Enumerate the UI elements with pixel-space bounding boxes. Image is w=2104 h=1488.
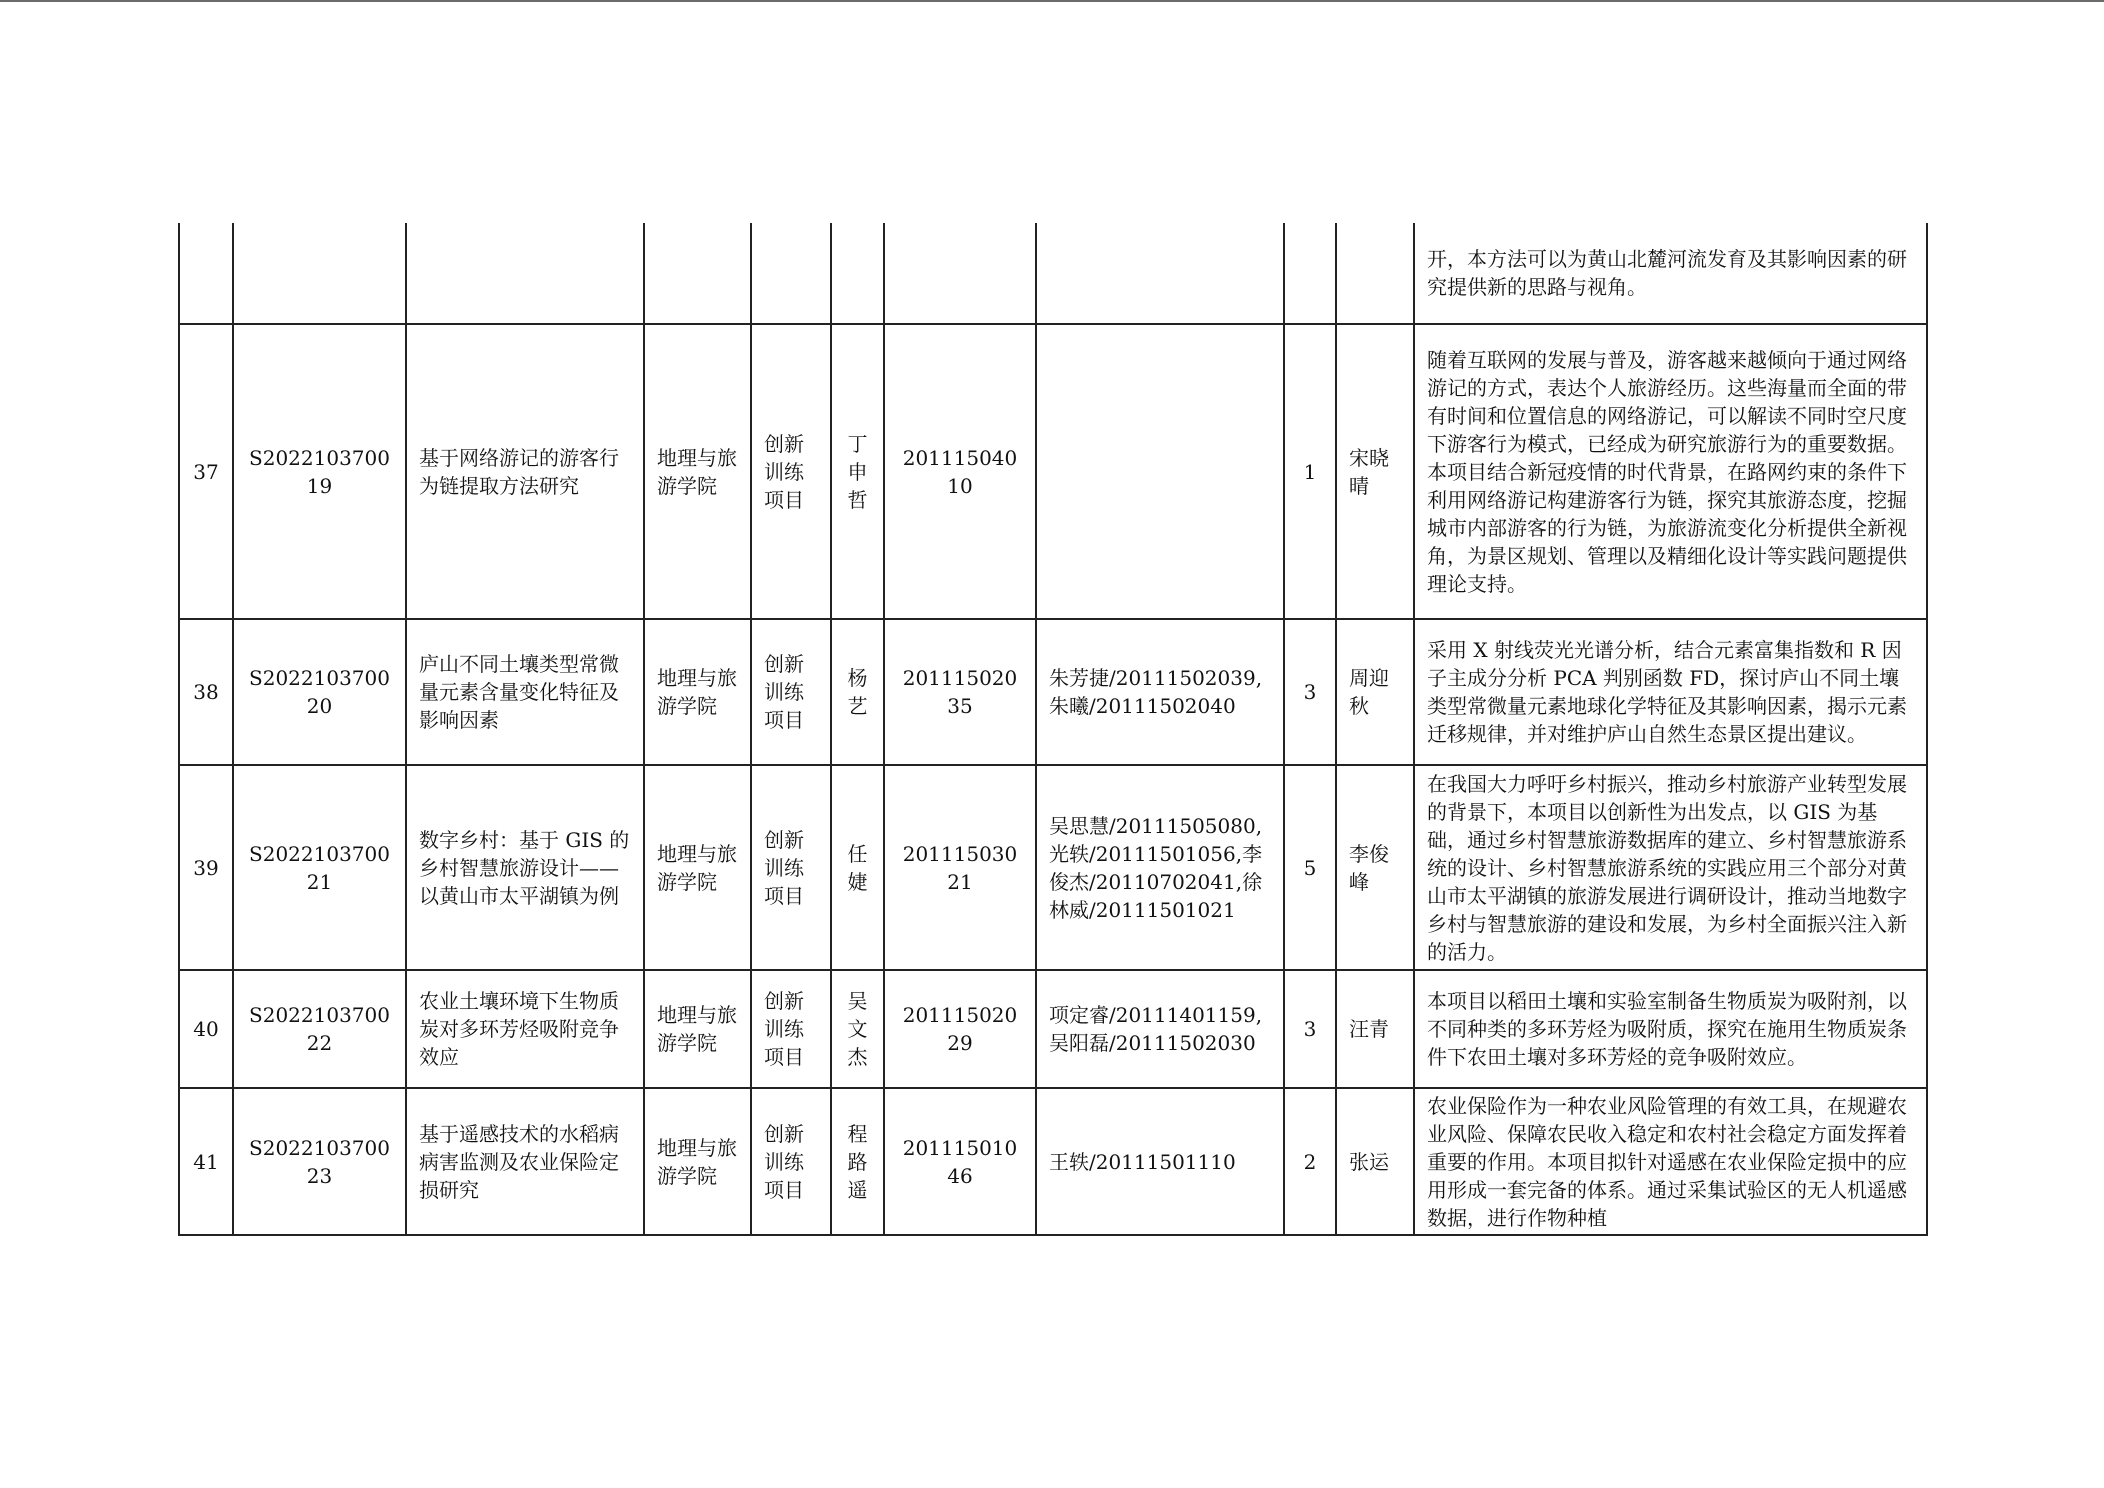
row-number: 38 bbox=[179, 619, 233, 765]
members: 朱芳捷/20111502039,朱曦/20111502040 bbox=[1036, 619, 1284, 765]
members: 项定睿/20111401159,吴阳磊/20111502030 bbox=[1036, 970, 1284, 1088]
project-summary: 采用 X 射线荧光光谱分析，结合元素富集指数和 R 因子主成分分析 PCA 判别函数 FD，探讨庐山不同土壤类型常微量元素地球化学特征及其影响因素，揭示元素迁移规律，并对维护庐山自然生态景区提出建议。 bbox=[1414, 619, 1927, 765]
projects-table bbox=[178, 223, 1928, 1236]
row-number: 37 bbox=[179, 324, 233, 619]
project-code: S202210370022 bbox=[233, 970, 406, 1088]
leader-name bbox=[831, 223, 884, 324]
row-number: 39 bbox=[179, 765, 233, 970]
leader-name: 程路遥 bbox=[831, 1088, 884, 1235]
project-type: 创新训练项目 bbox=[751, 1088, 831, 1235]
college: 地理与旅游学院 bbox=[644, 970, 751, 1088]
project-type: 创新训练项目 bbox=[751, 970, 831, 1088]
project-type bbox=[751, 223, 831, 324]
table-row bbox=[179, 765, 1927, 970]
project-type: 创新训练项目 bbox=[751, 765, 831, 970]
college: 地理与旅游学院 bbox=[644, 619, 751, 765]
advisor: 李俊峰 bbox=[1336, 765, 1414, 970]
leader-name: 丁申哲 bbox=[831, 324, 884, 619]
table-row bbox=[179, 970, 1927, 1088]
members: 吴思慧/20111505080,光轶/20111501056,李俊杰/20110702041,徐林威/20111501021 bbox=[1036, 765, 1284, 970]
leader-name: 任婕 bbox=[831, 765, 884, 970]
advisor bbox=[1336, 223, 1414, 324]
members: 王轶/20111501110 bbox=[1036, 1088, 1284, 1235]
college bbox=[644, 223, 751, 324]
leader-name: 杨艺 bbox=[831, 619, 884, 765]
members bbox=[1036, 223, 1284, 324]
project-code bbox=[233, 223, 406, 324]
page-top-border bbox=[0, 0, 2104, 2]
row-number bbox=[179, 223, 233, 324]
leader-id: 20111503021 bbox=[884, 765, 1036, 970]
project-summary: 本项目以稻田土壤和实验室制备生物质炭为吸附剂，以不同种类的多环芳烃为吸附质，探究在施用生物质炭条件下农田土壤对多环芳烃的竞争吸附效应。 bbox=[1414, 970, 1927, 1088]
members bbox=[1036, 324, 1284, 619]
college: 地理与旅游学院 bbox=[644, 765, 751, 970]
project-title: 基于网络游记的游客行为链提取方法研究 bbox=[406, 324, 644, 619]
table-row bbox=[179, 1088, 1927, 1235]
member-count: 2 bbox=[1284, 1088, 1336, 1235]
table-row-continued bbox=[179, 223, 1927, 324]
leader-id: 20111504010 bbox=[884, 324, 1036, 619]
member-count: 3 bbox=[1284, 970, 1336, 1088]
project-title: 庐山不同土壤类型常微量元素含量变化特征及影响因素 bbox=[406, 619, 644, 765]
project-summary: 农业保险作为一种农业风险管理的有效工具，在规避农业风险、保障农民收入稳定和农村社会稳定方面发挥着重要的作用。本项目拟针对遥感在农业保险定损中的应用形成一套完备的体系。通过采集试验区的无人机遥感数据，进行作物种植 bbox=[1414, 1088, 1927, 1235]
advisor: 张运 bbox=[1336, 1088, 1414, 1235]
project-title: 农业土壤环境下生物质炭对多环芳烃吸附竞争效应 bbox=[406, 970, 644, 1088]
member-count: 5 bbox=[1284, 765, 1336, 970]
leader-name: 吴文杰 bbox=[831, 970, 884, 1088]
leader-id: 20111502035 bbox=[884, 619, 1036, 765]
project-summary: 在我国大力呼吁乡村振兴，推动乡村旅游产业转型发展的背景下，本项目以创新性为出发点，以 GIS 为基础，通过乡村智慧旅游数据库的建立、乡村智慧旅游系统的设计、乡村智慧旅游系统的实践应用三个部分对黄山市太平湖镇的旅游发展进行调研设计，推动当地数字乡村与智慧旅游的建设和发展，为乡村全面振兴注入新的活力。 bbox=[1414, 765, 1927, 970]
project-type: 创新训练项目 bbox=[751, 619, 831, 765]
leader-id: 20111501046 bbox=[884, 1088, 1036, 1235]
advisor: 周迎秋 bbox=[1336, 619, 1414, 765]
member-count: 1 bbox=[1284, 324, 1336, 619]
table-row bbox=[179, 619, 1927, 765]
project-code: S202210370023 bbox=[233, 1088, 406, 1235]
leader-id bbox=[884, 223, 1036, 324]
row-number: 41 bbox=[179, 1088, 233, 1235]
project-code: S202210370020 bbox=[233, 619, 406, 765]
project-code: S202210370021 bbox=[233, 765, 406, 970]
project-title bbox=[406, 223, 644, 324]
advisor: 宋晓晴 bbox=[1336, 324, 1414, 619]
table-row bbox=[179, 324, 1927, 619]
project-title: 基于遥感技术的水稻病病害监测及农业保险定损研究 bbox=[406, 1088, 644, 1235]
member-count: 3 bbox=[1284, 619, 1336, 765]
college: 地理与旅游学院 bbox=[644, 1088, 751, 1235]
project-title: 数字乡村：基于 GIS 的乡村智慧旅游设计——以黄山市太平湖镇为例 bbox=[406, 765, 644, 970]
college: 地理与旅游学院 bbox=[644, 324, 751, 619]
row-number: 40 bbox=[179, 970, 233, 1088]
project-summary: 随着互联网的发展与普及，游客越来越倾向于通过网络游记的方式，表达个人旅游经历。这些海量而全面的带有时间和位置信息的网络游记，可以解读不同时空尺度下游客行为模式，已经成为研究旅游行为的重要数据。本项目结合新冠疫情的时代背景，在路网约束的条件下利用网络游记构建游客行为链，探究其旅游态度，挖掘城市内部游客的行为链，为旅游流变化分析提供全新视角，为景区规划、管理以及精细化设计等实践问题提供理论支持。 bbox=[1414, 324, 1927, 619]
project-code: S202210370019 bbox=[233, 324, 406, 619]
project-summary: 开，本方法可以为黄山北麓河流发育及其影响因素的研究提供新的思路与视角。 bbox=[1414, 223, 1927, 324]
member-count bbox=[1284, 223, 1336, 324]
project-type: 创新训练项目 bbox=[751, 324, 831, 619]
advisor: 汪青 bbox=[1336, 970, 1414, 1088]
leader-id: 20111502029 bbox=[884, 970, 1036, 1088]
